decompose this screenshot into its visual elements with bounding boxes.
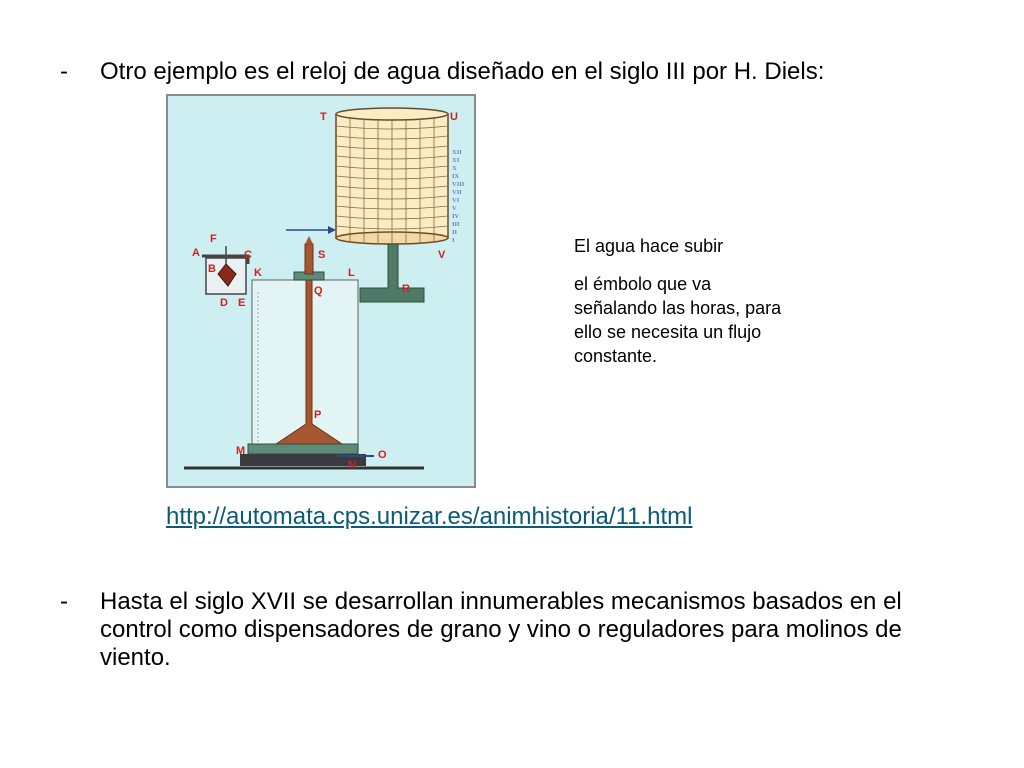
label-e: E bbox=[238, 297, 246, 309]
water-container bbox=[252, 280, 358, 448]
label-c: C bbox=[244, 249, 252, 261]
hour-numeral: II bbox=[452, 229, 458, 236]
label-p: P bbox=[314, 409, 322, 421]
caption-line-1: El agua hace subir bbox=[574, 236, 724, 256]
label-o: O bbox=[378, 449, 387, 461]
label-k: K bbox=[254, 267, 262, 279]
base-plate bbox=[248, 444, 358, 454]
pointer-rod bbox=[305, 244, 313, 274]
hour-numeral: IV bbox=[452, 213, 460, 220]
hour-numeral: XII bbox=[452, 149, 462, 156]
label-d: D bbox=[220, 297, 228, 309]
reference-link[interactable]: http://automata.cps.unizar.es/animhistoria/11.html bbox=[166, 503, 693, 530]
label-s: S bbox=[318, 249, 326, 261]
water-clock-diagram bbox=[166, 94, 476, 488]
label-n: N bbox=[348, 459, 356, 471]
hour-numeral: XI bbox=[452, 157, 460, 164]
arrow-head bbox=[328, 226, 336, 234]
label-l: L bbox=[348, 267, 355, 279]
hour-numeral: IX bbox=[452, 173, 460, 180]
label-f: F bbox=[210, 233, 217, 245]
label-u: U bbox=[450, 111, 458, 123]
pointer-tip bbox=[305, 236, 313, 244]
drum-stand bbox=[360, 244, 424, 302]
bullet-marker: - bbox=[60, 58, 68, 85]
label-t: T bbox=[320, 111, 327, 123]
label-m: M bbox=[236, 445, 246, 457]
bullet-marker: - bbox=[60, 588, 68, 615]
drum-top bbox=[336, 108, 448, 120]
label-b: B bbox=[208, 263, 216, 275]
hour-numeral: X bbox=[452, 165, 457, 172]
hour-numeral: VI bbox=[452, 197, 460, 204]
hour-numeral: I bbox=[452, 237, 455, 244]
hour-numeral: VIII bbox=[452, 181, 465, 188]
label-q: Q bbox=[314, 285, 323, 297]
hour-numeral: III bbox=[452, 221, 460, 228]
label-a: A bbox=[192, 247, 200, 259]
label-r: R bbox=[402, 283, 410, 295]
bullet-text: Otro ejemplo es el reloj de agua diseñado en el siglo III por H. Diels: bbox=[100, 58, 825, 85]
hour-numeral: V bbox=[452, 205, 457, 212]
caption-line-2: el émbolo que va señalando las horas, para ello se necesita un flujo constante. bbox=[574, 274, 782, 366]
water-clock-drawing bbox=[168, 96, 476, 488]
hour-numeral: VII bbox=[452, 189, 462, 196]
bullet-text: Hasta el siglo XVII se desarrollan innumerables mecanismos basados en el control como dispensadores de grano y vino o reguladores para molinos de viento. bbox=[100, 588, 902, 671]
label-v: V bbox=[438, 249, 446, 261]
